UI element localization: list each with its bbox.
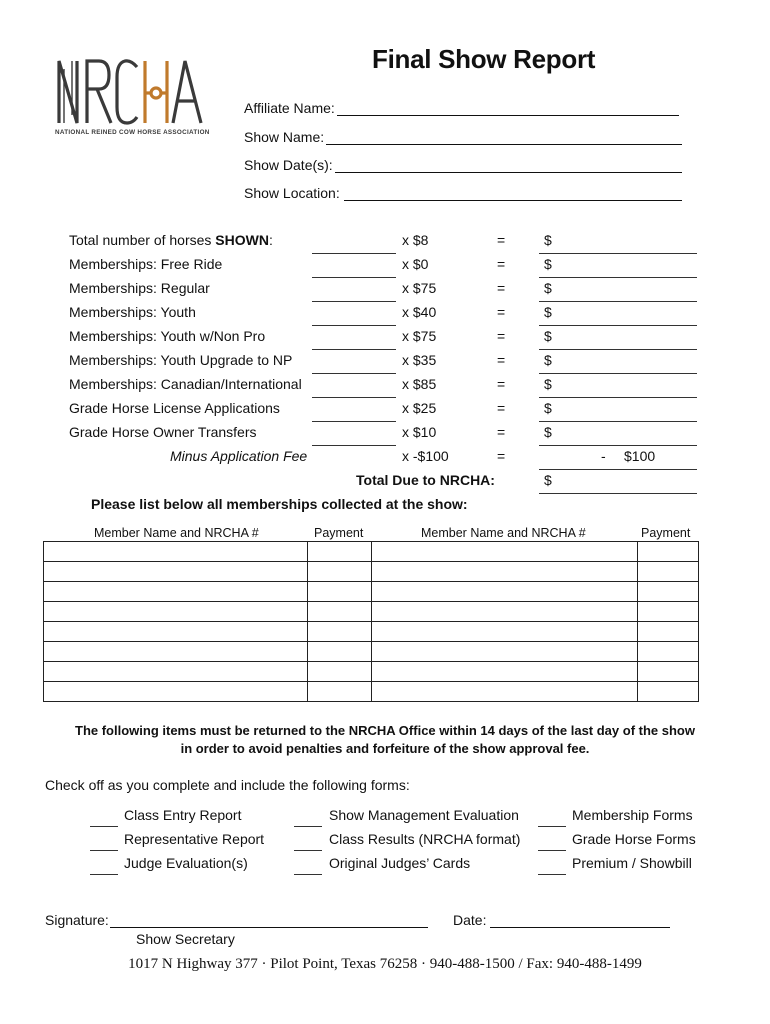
checkoff-blank[interactable]: [538, 849, 566, 851]
fee-dollar: $: [544, 232, 552, 248]
fee-equals: =: [497, 400, 506, 416]
fee-amount-line[interactable]: [539, 276, 697, 278]
fee-amount-line[interactable]: [539, 396, 697, 398]
payment-cell[interactable]: [307, 662, 372, 682]
member-name-cell[interactable]: [44, 622, 308, 642]
member-name-cell[interactable]: [372, 542, 638, 562]
payment-cell[interactable]: [307, 602, 372, 622]
fee-dollar: $: [544, 424, 552, 440]
fee-rate: x $75: [402, 280, 437, 296]
table-row: [44, 542, 699, 562]
fee-dollar: $: [544, 304, 552, 320]
signature-label: Signature:: [45, 912, 109, 928]
member-name-cell[interactable]: [372, 662, 638, 682]
date-line[interactable]: [490, 927, 670, 928]
checklist-item: Judge Evaluation(s): [124, 855, 248, 871]
total-due-line[interactable]: [539, 492, 697, 494]
payment-cell[interactable]: [307, 582, 372, 602]
member-name-cell[interactable]: [372, 582, 638, 602]
checkoff-blank[interactable]: [294, 849, 322, 851]
checkoff-blank[interactable]: [294, 873, 322, 875]
members-table: [43, 541, 699, 702]
fee-amount-line[interactable]: [539, 300, 697, 302]
fee-dollar: $: [544, 280, 552, 296]
fee-quantity-line[interactable]: [312, 252, 396, 254]
fee-quantity-line[interactable]: [312, 300, 396, 302]
column-header-member-name: Member Name and NRCHA #: [94, 526, 259, 540]
checkoff-blank[interactable]: [538, 825, 566, 827]
table-row: [44, 602, 699, 622]
table-row: [44, 582, 699, 602]
members-heading: Please list below all memberships collected at the show:: [91, 496, 468, 512]
member-name-cell[interactable]: [44, 642, 308, 662]
fee-dollar: $: [544, 256, 552, 272]
show-name-field[interactable]: [244, 129, 682, 145]
date-label: Date:: [453, 912, 487, 928]
column-header-member-name: Member Name and NRCHA #: [421, 526, 586, 540]
fee-equals: =: [497, 424, 506, 440]
nrcha-logo: [55, 55, 210, 145]
member-name-cell[interactable]: [44, 682, 308, 702]
logo-tagline: NATIONAL REINED COW HORSE ASSOCIATION: [55, 129, 210, 136]
fee-quantity-line[interactable]: [312, 372, 396, 374]
payment-cell[interactable]: [638, 542, 699, 562]
minus-fee-amount: $100: [624, 448, 656, 464]
page-title: Final Show Report: [372, 44, 596, 74]
show-dates-label: Show Date(s):: [244, 157, 333, 173]
member-name-cell[interactable]: [44, 662, 308, 682]
fee-dollar: $: [544, 376, 552, 392]
payment-cell[interactable]: [307, 622, 372, 642]
minus-fee-dash: -: [601, 448, 606, 464]
checklist-item: Show Management Evaluation: [329, 807, 519, 823]
fee-amount-line[interactable]: [539, 348, 697, 350]
fee-equals: =: [497, 328, 506, 344]
affiliate-name-label: Affiliate Name:: [244, 100, 335, 116]
fee-equals: =: [497, 352, 506, 368]
payment-cell[interactable]: [638, 562, 699, 582]
payment-cell[interactable]: [638, 682, 699, 702]
table-row: [44, 642, 699, 662]
member-name-cell[interactable]: [44, 582, 308, 602]
show-location-line[interactable]: [344, 186, 682, 201]
fee-equals: =: [497, 232, 506, 248]
payment-cell[interactable]: [307, 562, 372, 582]
fee-dollar: $: [544, 328, 552, 344]
fee-equals: =: [497, 280, 506, 296]
checkoff-blank[interactable]: [90, 849, 118, 851]
fee-amount-line[interactable]: [539, 372, 697, 374]
checklist-item: Membership Forms: [572, 807, 693, 823]
fee-quantity-line[interactable]: [312, 324, 396, 326]
payment-cell[interactable]: [638, 662, 699, 682]
total-due-dollar: $: [544, 472, 552, 488]
checklist-intro: Check off as you complete and include the following forms:: [45, 777, 410, 793]
fee-quantity-line[interactable]: [312, 396, 396, 398]
signature-sublabel: Show Secretary: [136, 931, 235, 947]
table-row: [44, 682, 699, 702]
fee-label: Memberships: Regular: [69, 280, 210, 296]
payment-cell[interactable]: [638, 582, 699, 602]
checkoff-blank[interactable]: [90, 873, 118, 875]
fee-rate: x $75: [402, 328, 437, 344]
payment-cell[interactable]: [307, 542, 372, 562]
member-name-cell[interactable]: [372, 682, 638, 702]
minus-fee-rate: x -$100: [402, 448, 449, 464]
fee-rate: x $35: [402, 352, 437, 368]
fee-label: Memberships: Youth w/Non Pro: [69, 328, 266, 344]
notice-line: The following items must be returned to the NRCHA Office within 14 days of the last day of the show: [75, 723, 695, 738]
table-row: [44, 562, 699, 582]
fee-quantity-line[interactable]: [312, 348, 396, 350]
fee-label: Grade Horse License Applications: [69, 400, 280, 416]
checklist-item: Original Judges’ Cards: [329, 855, 471, 871]
checklist-item: Class Results (NRCHA format): [329, 831, 521, 847]
payment-cell[interactable]: [307, 642, 372, 662]
fee-label: Memberships: Youth Upgrade to NP: [69, 352, 293, 368]
fee-amount-line[interactable]: [539, 420, 697, 422]
payment-cell[interactable]: [638, 602, 699, 622]
member-name-cell[interactable]: [372, 642, 638, 662]
member-name-cell[interactable]: [44, 542, 308, 562]
fee-amount-line[interactable]: [539, 252, 697, 254]
checklist-item: Class Entry Report: [124, 807, 242, 823]
member-name-cell[interactable]: [44, 602, 308, 622]
fee-equals: =: [497, 304, 506, 320]
member-name-cell[interactable]: [372, 562, 638, 582]
payment-cell[interactable]: [638, 642, 699, 662]
fee-label: Memberships: Free Ride: [69, 256, 223, 272]
member-name-cell[interactable]: [372, 602, 638, 622]
member-name-cell[interactable]: [372, 622, 638, 642]
checklist-item: Grade Horse Forms: [572, 831, 696, 847]
fee-label: Memberships: Canadian/International: [69, 376, 302, 392]
fee-dollar: $: [544, 352, 552, 368]
fee-quantity-line[interactable]: [312, 276, 396, 278]
show-name-label: Show Name:: [244, 129, 325, 145]
fee-label: Memberships: Youth: [69, 304, 196, 320]
checkoff-blank[interactable]: [538, 873, 566, 875]
fee-amount-line[interactable]: [539, 444, 697, 446]
fee-quantity-line[interactable]: [312, 420, 396, 422]
affiliate-name-line[interactable]: [337, 101, 679, 116]
member-name-cell[interactable]: [44, 562, 308, 582]
fee-equals: =: [497, 376, 506, 392]
signature-line[interactable]: [110, 927, 428, 928]
show-location-label: Show Location:: [244, 185, 340, 201]
minus-fee-line: [539, 468, 697, 470]
show-dates-line[interactable]: [335, 158, 682, 173]
minus-fee-label: Minus Application Fee: [170, 448, 308, 464]
table-row: [44, 662, 699, 682]
affiliate-name-field[interactable]: [244, 100, 679, 116]
notice-line: in order to avoid penalties and forfeiture of the show approval fee.: [180, 741, 590, 756]
fee-rate: x $25: [402, 400, 437, 416]
fee-rate: x $40: [402, 304, 437, 320]
checkoff-blank[interactable]: [294, 825, 322, 827]
column-header-payment: Payment: [641, 526, 691, 540]
fee-rate: x $8: [402, 232, 429, 248]
payment-cell[interactable]: [307, 682, 372, 702]
checklist-item: Premium / Showbill: [572, 855, 692, 871]
total-due-label: Total Due to NRCHA:: [356, 472, 495, 488]
show-name-line[interactable]: [326, 130, 682, 145]
checkoff-blank[interactable]: [90, 825, 118, 827]
checklist-item: Representative Report: [124, 831, 265, 847]
payment-cell[interactable]: [638, 622, 699, 642]
show-location-field[interactable]: [244, 185, 682, 201]
footer-address: 1017 N Highway 377 · Pilot Point, Texas 76258 · 940-488-1500 / Fax: 940-488-1499: [128, 956, 642, 972]
return-notice: [40, 722, 730, 758]
fee-label: Total number of horses SHOWN:: [69, 232, 273, 248]
table-row: [44, 622, 699, 642]
fee-quantity-line[interactable]: [312, 444, 396, 446]
fee-label: Grade Horse Owner Transfers: [69, 424, 257, 440]
fee-rate: x $0: [402, 256, 429, 272]
fee-dollar: $: [544, 400, 552, 416]
fee-rate: x $85: [402, 376, 437, 392]
minus-fee-equals: =: [497, 448, 506, 464]
show-dates-field[interactable]: [244, 157, 682, 173]
fee-equals: =: [497, 256, 506, 272]
column-header-payment: Payment: [314, 526, 364, 540]
fee-amount-line[interactable]: [539, 324, 697, 326]
fee-rate: x $10: [402, 424, 437, 440]
